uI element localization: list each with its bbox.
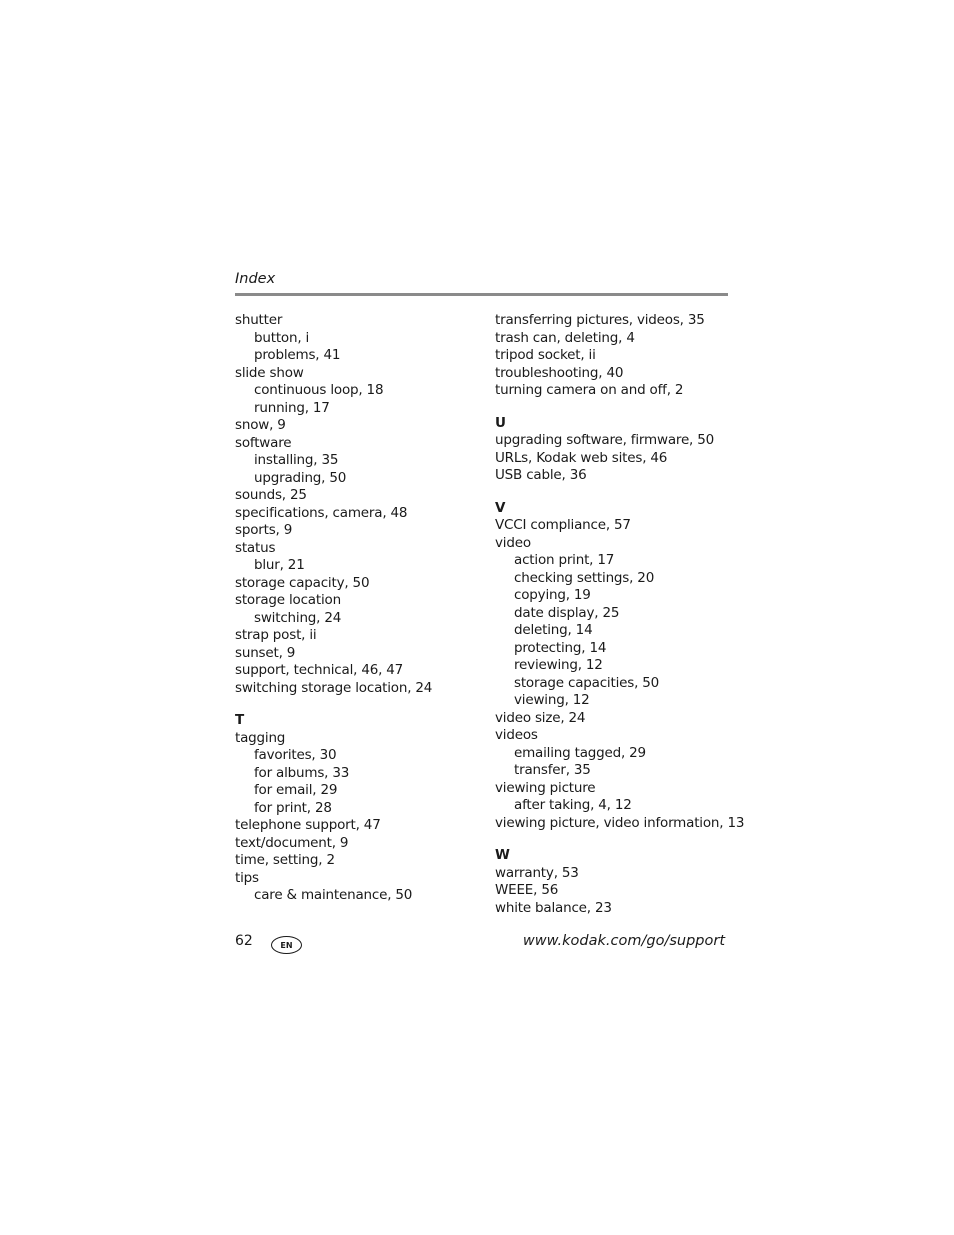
index-entry: transferring pictures, videos, 35 bbox=[495, 312, 705, 328]
index-entry: white balance, 23 bbox=[495, 899, 612, 916]
index-entry: sounds, 25 bbox=[235, 487, 307, 503]
index-entry: viewing picture bbox=[495, 779, 596, 796]
index-entry: snow, 9 bbox=[235, 417, 286, 433]
index-column-right bbox=[495, 312, 745, 917]
index-subentry: problems, 41 bbox=[254, 347, 341, 363]
index-subentry: transfer, 35 bbox=[514, 762, 591, 778]
index-entry: turning camera on and off, 2 bbox=[495, 382, 684, 398]
index-entry: video bbox=[495, 534, 531, 551]
index-subentry: copying, 19 bbox=[514, 587, 591, 603]
index-entry: WEEE, 56 bbox=[495, 882, 559, 898]
index-entry: status bbox=[235, 539, 276, 556]
page-number: 62 bbox=[235, 933, 253, 949]
index-subentry: emailing tagged, 29 bbox=[514, 744, 646, 761]
index-subentry: blur, 21 bbox=[254, 557, 305, 573]
index-entry: tripod socket, ii bbox=[495, 347, 596, 363]
index-subentry: storage capacities, 50 bbox=[514, 674, 660, 691]
index-section-letter: T bbox=[235, 712, 245, 728]
index-subentry: after taking, 4, 12 bbox=[514, 797, 632, 813]
index-subentry: protecting, 14 bbox=[514, 639, 607, 656]
index-entry: text/document, 9 bbox=[235, 834, 349, 851]
index-section-letter: U bbox=[495, 414, 506, 431]
index-entry: time, setting, 2 bbox=[235, 852, 335, 868]
index-entry: video size, 24 bbox=[495, 709, 586, 726]
index-entry: tagging bbox=[235, 729, 286, 746]
index-section-letter: W bbox=[495, 847, 510, 863]
index-subentry: care & maintenance, 50 bbox=[254, 887, 413, 903]
index-entry: software bbox=[235, 434, 292, 451]
index-entry: specifications, camera, 48 bbox=[235, 504, 408, 521]
index-subentry: reviewing, 12 bbox=[514, 657, 603, 673]
index-subentry: viewing, 12 bbox=[514, 692, 590, 708]
index-subentry: for albums, 33 bbox=[254, 764, 350, 781]
index-entry: upgrading software, firmware, 50 bbox=[495, 432, 715, 448]
index-subentry: date display, 25 bbox=[514, 604, 620, 621]
index-subentry: running, 17 bbox=[254, 399, 330, 416]
page-header-title: Index bbox=[235, 271, 276, 287]
index-subentry: installing, 35 bbox=[254, 452, 339, 468]
index-subentry: checking settings, 20 bbox=[514, 569, 655, 586]
index-column-left bbox=[235, 312, 485, 905]
index-entry: viewing picture, video information, 13 bbox=[495, 814, 745, 831]
index-entry: strap post, ii bbox=[235, 627, 317, 643]
index-subentry: for email, 29 bbox=[254, 782, 338, 798]
index-subentry: favorites, 30 bbox=[254, 747, 337, 763]
index-entry: storage location bbox=[235, 592, 341, 608]
index-subentry: button, i bbox=[254, 329, 310, 346]
index-subentry: continuous loop, 18 bbox=[254, 382, 384, 398]
index-entry: sports, 9 bbox=[235, 522, 293, 538]
index-section-letter: V bbox=[495, 499, 506, 516]
index-entry: videos bbox=[495, 727, 538, 743]
index-entry: USB cable, 36 bbox=[495, 467, 587, 483]
language-badge: EN bbox=[271, 936, 302, 954]
index-subentry: upgrading, 50 bbox=[254, 469, 347, 486]
index-subentry: switching, 24 bbox=[254, 609, 342, 626]
support-url: www.kodak.com/go/support bbox=[522, 933, 725, 949]
index-entry: slide show bbox=[235, 364, 304, 381]
index-entry: VCCI compliance, 57 bbox=[495, 517, 631, 533]
index-entry: URLs, Kodak web sites, 46 bbox=[495, 449, 668, 466]
index-entry: storage capacity, 50 bbox=[235, 574, 370, 591]
index-entry: telephone support, 47 bbox=[235, 817, 381, 833]
index-subentry: action print, 17 bbox=[514, 552, 615, 568]
index-entry: sunset, 9 bbox=[235, 644, 296, 661]
index-subentry: deleting, 14 bbox=[514, 622, 593, 638]
index-entry: support, technical, 46, 47 bbox=[235, 662, 404, 678]
index-entry: switching storage location, 24 bbox=[235, 679, 433, 696]
index-entry: troubleshooting, 40 bbox=[495, 364, 624, 381]
index-subentry: for print, 28 bbox=[254, 799, 332, 816]
index-entry: shutter bbox=[235, 312, 283, 328]
index-entry: warranty, 53 bbox=[495, 864, 579, 881]
header-divider bbox=[235, 293, 728, 296]
index-entry: trash can, deleting, 4 bbox=[495, 329, 635, 346]
index-entry: tips bbox=[235, 869, 259, 886]
